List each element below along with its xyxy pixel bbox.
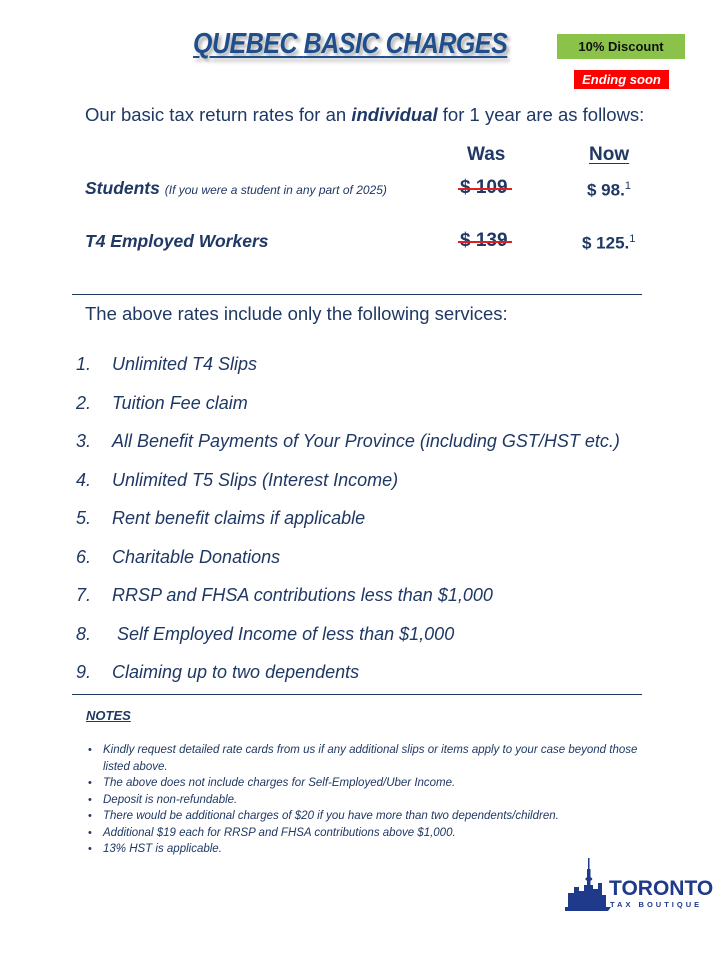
old-price	[460, 230, 508, 252]
cn-tower-skyline-icon	[563, 855, 713, 915]
item-number: 2.	[76, 392, 92, 413]
note-item: • The above does not include charges for Self-Employed/Uber Income.	[88, 775, 648, 792]
intro-before: Our basic tax return rates for an	[85, 104, 352, 125]
now-column-header: Now	[589, 144, 630, 165]
list-item	[76, 393, 620, 432]
item-number: 8.	[76, 623, 92, 644]
price-row-label	[85, 178, 387, 199]
price-row-label	[85, 231, 269, 252]
item-number: 7.	[76, 585, 92, 605]
intro-after: for 1 year are as follows:	[437, 104, 645, 125]
item-text: Claiming up to two dependents	[112, 662, 360, 682]
note-item: • There would be additional charges of $20 if you have more than two dependents/children.	[88, 808, 648, 825]
footnote-marker: 1	[629, 233, 636, 245]
note-item: • Deposit is non-refundable.	[88, 792, 648, 809]
divider	[72, 694, 642, 695]
intro-text	[85, 104, 644, 126]
strikethrough-line	[458, 241, 512, 243]
item-text: RRSP and FHSA contributions less than $1,000	[112, 585, 493, 605]
note-item: • 13% HST is applicable.	[88, 841, 648, 858]
row-label-note: (If you were a student in any part of 2025)	[164, 183, 387, 197]
title-word: BASIC	[303, 28, 380, 60]
logo-tagline: TAX BOUTIQUE	[610, 900, 703, 909]
new-price-value: $ 98.	[587, 180, 625, 200]
list-item	[76, 624, 620, 663]
list-item	[76, 470, 620, 509]
note-item: • Kindly request detailed rate cards from us if any additional slips or items apply to your case beyond those listed above.	[88, 742, 648, 775]
company-logo	[563, 855, 713, 915]
title-word: QUEBEC	[193, 28, 298, 60]
row-label-main: Students	[85, 178, 160, 198]
item-text: Self Employed Income of less than $1,000	[112, 623, 455, 644]
new-price	[582, 233, 635, 254]
list-item	[76, 508, 620, 547]
divider	[72, 294, 642, 295]
services-intro: The above rates include only the following services:	[85, 303, 508, 324]
logo-name: TORONTO	[609, 877, 713, 900]
list-item	[76, 431, 620, 470]
item-number: 6.	[76, 546, 92, 567]
discount-badge: 10% Discount	[557, 34, 685, 59]
item-text: Unlimited T5 Slips (Interest Income)	[112, 469, 399, 490]
ending-soon-badge: Ending soon	[574, 70, 669, 89]
was-column-header: Was	[467, 144, 506, 165]
intro-emphasis: individual	[351, 104, 438, 125]
row-label-main: T4 Employed Workers	[85, 231, 269, 251]
item-text: Rent benefit claims if applicable	[112, 508, 366, 528]
title-word: CHARGES	[385, 28, 508, 60]
new-price-value: $ 125.	[582, 233, 630, 253]
new-price	[587, 180, 631, 201]
notes-title: NOTES	[86, 708, 131, 723]
footnote-marker: 1	[624, 180, 631, 192]
item-text: Unlimited T4 Slips	[112, 354, 258, 374]
item-number: 1.	[76, 354, 92, 374]
item-number: 4.	[76, 469, 92, 490]
notes-list	[88, 742, 648, 858]
list-item	[76, 354, 620, 393]
item-number: 3.	[76, 431, 92, 451]
item-text: All Benefit Payments of Your Province (including GST/HST etc.)	[112, 431, 620, 451]
page-title	[193, 28, 507, 61]
note-item: • Additional $19 each for RRSP and FHSA contributions above $1,000.	[88, 825, 648, 842]
list-item	[76, 585, 620, 624]
strikethrough-line	[458, 188, 512, 190]
item-number: 5.	[76, 508, 92, 528]
list-item	[76, 547, 620, 586]
old-price	[460, 177, 508, 199]
item-text: Tuition Fee claim	[112, 392, 248, 413]
services-list	[76, 354, 620, 701]
item-text: Charitable Donations	[112, 546, 281, 567]
item-number: 9.	[76, 662, 92, 682]
